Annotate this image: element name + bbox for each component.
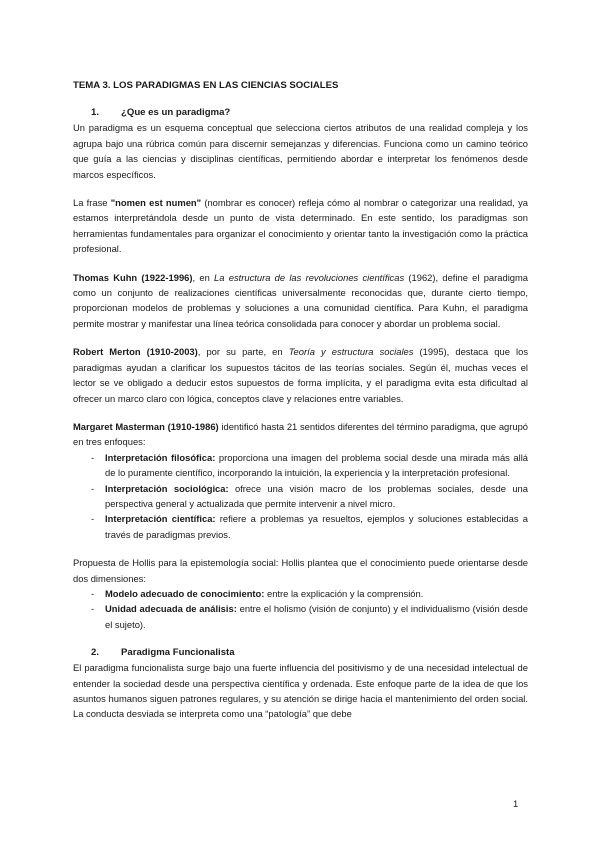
paragraph-hollis: Propuesta de Hollis para la epistemología social: Hollis plantea que el conocimiento puede orientarse desde dos dimensiones: [73,557,528,584]
section-2-heading [73,645,528,660]
paragraph-funcionalista: El paradigma funcionalista surge bajo una fuerte influencia del positivismo y de una necesidad intelectual de entender la sociedad desde una perspectiva científica y ordenada. Este enfoque parte de la idea de que los asuntos humanos siguen patrones regulares, y su atención se dirige hacia el mantenimiento del orden social. La conducta desviada se interpreta como una “patología” que debe [73,662,528,720]
list-dash: - [91,482,95,494]
list-dash: - [91,513,95,525]
book-title: Teoría y estructura sociales [288,346,414,358]
section-1-heading [73,105,528,120]
list-item [73,450,528,481]
text-run: entre la explicación y la comprensión. [264,587,424,599]
text-run: proporciona una imagen del problema social desde una mirada más allá de lo puramente científico, incorporando la intuición, la experiencia y la interpretación profesional. [105,451,528,479]
section-title: ¿Que es un paradigma? [121,107,231,119]
page-number: 1 [513,798,519,809]
list-dash: - [91,451,95,463]
author-years: (1910-1986) [167,420,219,432]
section-number: 2. [91,647,100,659]
hollis-list [73,586,528,632]
section-number: 1. [91,107,100,119]
document-body [73,78,528,722]
text-run: refiere a problemas ya resueltos, ejemplos y soluciones establecidas a través de paradigmas previos. [105,513,528,540]
list-dash: - [91,603,95,615]
list-item-label: Unidad adecuada de análisis: [105,603,237,615]
list-item-label: Modelo adecuado de conocimiento: [105,587,265,599]
list-item-text [105,601,528,632]
text-run: , en [192,271,215,283]
author-years: (1922-1996) [141,271,193,283]
author-name: Margaret Masterman [73,420,165,432]
list-item [73,481,528,512]
text-run: entre el holismo (visión de conjunto) y el individualismo (visión desde el sujeto). [105,603,528,630]
list-item-label: Interpretación filosófica: [105,451,216,463]
list-item [73,511,528,542]
text-run: La frase [73,197,111,209]
text-run: , por su parte, en [197,346,289,358]
bold-phrase: "nomen est numen" [110,197,202,209]
paragraph-nomen [73,195,528,257]
author-name: Robert Merton [73,346,141,358]
document-title: TEMA 3. LOS PARADIGMAS EN LAS CIENCIAS SOCIALES [73,80,339,91]
list-item-label: Interpretación sociológica: [105,482,229,494]
text-run: (1995), destaca que los paradigmas ayudan a clarificar los supuestos tácitos de las teorías sociales. Según él, muchas veces el lector se ve obligado a deducir estos supuestos de forma implícita, y el paradigma evita esta dificultad al ofrecer un marco claro con lógica, conceptos clave y relaciones entre variables. [73,346,529,404]
list-dash: - [91,587,95,599]
list-item-label: Interpretación científica: [105,513,216,525]
list-item-text [105,450,528,481]
text-run: (1962), define el paradigma como un conjunto de realizaciones científicas universalmente reconocidas que, durante cierto tiempo, proporcionan modelos de problemas y soluciones a una comunidad científica. Para Kuhn, el paradigma permite mostrar y manifestar una línea teórica consolidada para conocer y abordar un problema social. [73,271,529,329]
paragraph-kuhn [73,270,528,332]
list-item-text [105,481,528,512]
paragraph-masterman [73,419,528,450]
list-item-text [105,511,528,542]
book-title: La estructura de las revoluciones científicas [214,271,405,283]
list-item-text [105,586,528,601]
author-years: (1910-2003) [146,346,198,358]
text-run: ofrece una visión macro de los problemas sociales, desde una perspectiva general y actualizada que permite intervenir a nivel micro. [105,482,528,509]
paragraph-merton [73,344,528,406]
text-run: (nombrar es conocer) refleja cómo al nombrar o categorizar una realidad, ya estamos interpretándola desde un punto de vista determinado. En este sentido, los paradigmas son herramientas fundamentales para organizar el conocimiento y orientar tanto la investigación como la práctica profesional. [73,197,528,255]
text-run: identificó hasta 21 sentidos diferentes del término paradigma, que agrupó en tres enfoques: [73,420,529,448]
list-item [73,601,528,632]
section-title: Paradigma Funcionalista [121,647,235,659]
author-name: Thomas Kuhn [73,271,138,283]
masterman-list [73,450,528,542]
list-item [73,586,528,601]
paragraph-definition: Un paradigma es un esquema conceptual que selecciona ciertos atributos de una realidad compleja y los agrupa bajo una rúbrica común para discernir semejanzas y diferencias. Funciona como un camino teórico que guía a las ciencias y disciplinas científicas, permitiendo abordar e interpretar los fenómenos desde marcos específicos. [73,122,528,180]
